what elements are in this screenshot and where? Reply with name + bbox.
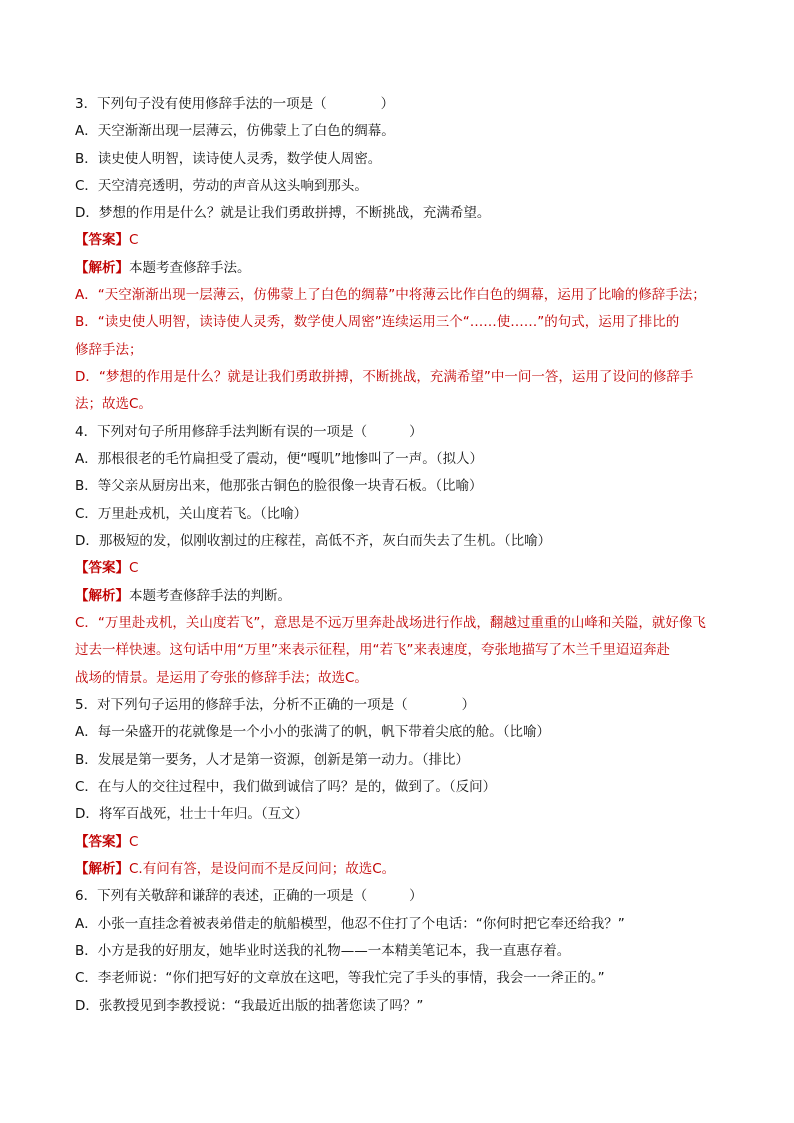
option-c: C．在与人的交往过程中，我们做到诚信了吗？是的，做到了。（反问）: [75, 779, 497, 795]
question-stem-close: ）: [409, 888, 423, 904]
option-a: A．小张一直挂念着被表弟借走的航船模型，他忍不住打了个电话：“你何时把它奉还给我？”: [75, 916, 625, 932]
answer-tag: 【答案】: [75, 560, 129, 576]
analysis-text: 法；故选C。: [75, 396, 152, 412]
option-a: A．天空渐渐出现一层薄云，仿佛蒙上了白色的绸幕。: [75, 123, 395, 139]
analysis-tag: 【解析】: [75, 260, 129, 276]
question-stem-text: 4．下列对句子所用修辞手法判断有误的一项是（: [75, 424, 368, 440]
option-a: A．每一朵盛开的花就像是一个小小的张满了的帆，帆下带着尖底的舱。（比喻）: [75, 724, 550, 740]
option-d: D．梦想的作用是什么？就是让我们勇敢拼搏，不断挑战，充满希望。: [75, 205, 491, 221]
answer-value: C: [129, 834, 139, 850]
option-c: C．李老师说：“你们把写好的文章放在这吧，等我忙完了手头的事情，我会一一斧正的。”: [75, 970, 605, 986]
analysis-tag: 【解析】: [75, 861, 129, 877]
analysis-line: [75, 587, 291, 605]
analysis-text: 过去一样快速。这句话中用“万里”来表示征程，用“若飞”来表速度，夸张地描写了木兰千里迢迢奔赴: [75, 642, 670, 658]
answer-tag: 【答案】: [75, 834, 129, 850]
analysis-text: 战场的情景。是运用了夸张的修辞手法；故选C。: [75, 670, 368, 686]
option-c: C．万里赴戎机，关山度若飞。（比喻）: [75, 506, 308, 522]
question-stem-text: 3．下列句子没有使用修辞手法的一项是（: [75, 96, 327, 112]
answer-line: [75, 833, 138, 851]
question-6-stem: [75, 887, 423, 905]
question-5-stem: [75, 696, 475, 714]
option-d: D．那极短的发，似刚收割过的庄稼茬，高低不齐，灰白而失去了生机。（比喻）: [75, 533, 552, 549]
analysis-line: [75, 860, 395, 878]
analysis-line: [75, 259, 251, 277]
analysis-text: B．“读史使人明智，读诗使人灵秀，数学使人周密”连续运用三个“……使……”的句式，运用了排比的: [75, 314, 680, 330]
option-d: D．将军百战死，壮士十年归。（互文）: [75, 806, 309, 822]
analysis-tag: 【解析】: [75, 588, 129, 604]
answer-line: [75, 559, 138, 577]
option-b: B．小方是我的好朋友，她毕业时送我的礼物——一本精美笔记本，我一直惠存着。: [75, 943, 571, 959]
question-stem-close: ）: [409, 424, 423, 440]
question-4-stem: [75, 423, 423, 441]
option-a: A．那根很老的毛竹扁担受了震动，便“嘎叽”地惨叫了一声。（拟人）: [75, 451, 483, 467]
option-b: B．等父亲从厨房出来，他那张古铜色的脸很像一块青石板。（比喻）: [75, 478, 483, 494]
analysis-intro: 本题考查修辞手法的判断。: [129, 588, 291, 604]
analysis-intro: 本题考查修辞手法。: [129, 260, 251, 276]
question-3-stem: [75, 95, 394, 113]
answer-value: C: [129, 560, 139, 576]
question-stem-close: ）: [461, 697, 476, 713]
question-stem-close: ）: [380, 96, 395, 112]
answer-value: C: [129, 232, 139, 248]
option-b: B．发展是第一要务，人才是第一资源，创新是第一动力。（排比）: [75, 752, 470, 768]
option-b: B．读史使人明智，读诗使人灵秀，数学使人周密。: [75, 151, 382, 167]
analysis-text: A．“天空渐渐出现一层薄云，仿佛蒙上了白色的绸幕”中将薄云比作白色的绸幕，运用了比喻的修辞手法；: [75, 287, 706, 303]
analysis-text: 修辞手法；: [75, 342, 143, 358]
answer-tag: 【答案】: [75, 232, 129, 248]
analysis-intro: C.有问有答，是设问而不是反问问；故选C。: [129, 861, 396, 877]
answer-line: [75, 231, 138, 249]
option-d: D．张教授见到李教授说：“我最近出版的拙著您读了吗？”: [75, 998, 424, 1014]
question-stem-text: 6．下列有关敬辞和谦辞的表述，正确的一项是（: [75, 888, 368, 904]
analysis-text: C．“万里赴戎机，关山度若飞”，意思是不远万里奔赴战场进行作战，翻越过重重的山峰和关隘，就好像飞: [75, 615, 706, 631]
option-c: C．天空清亮透明，劳动的声音从这头响到那头。: [75, 178, 368, 194]
question-stem-text: 5．对下列句子运用的修辞手法，分析不正确的一项是（: [75, 697, 408, 713]
analysis-text: D．“梦想的作用是什么？就是让我们勇敢拼搏，不断挑战，充满希望”中一问一答，运用了设问的修辞手: [75, 369, 694, 385]
